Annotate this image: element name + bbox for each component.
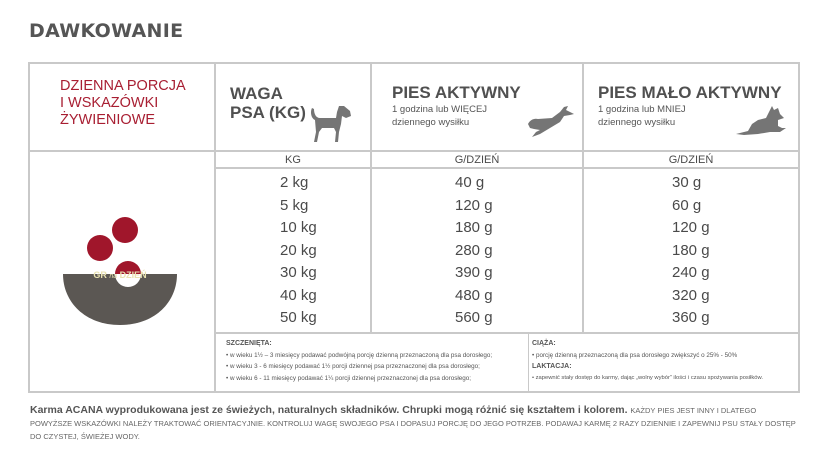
weight-cell: 10 kg (280, 219, 317, 236)
inactive-sub: dziennego wysiłku (598, 117, 676, 128)
weight-header-line: PSA (KG) (230, 103, 306, 122)
inactive-column (672, 172, 710, 330)
puppies-notes (226, 338, 526, 384)
unit-weight: KG (285, 154, 301, 166)
weight-cell: 5 kg (280, 196, 309, 214)
inactive-cell: 120 g (672, 219, 710, 236)
active-cell: 560 g (455, 309, 493, 326)
active-cell: 480 g (455, 286, 493, 304)
active-cell: 40 g (455, 174, 485, 191)
lactation-note: • zapewnić stały dostęp do karmy, dając „wolny wybór” ilości i czasu spożywania posiłków. (532, 374, 763, 381)
puppies-heading: SZCZENIĘTA: (226, 340, 272, 347)
bowl-label (60, 270, 180, 280)
weight-header (230, 84, 306, 122)
running-dog-icon (526, 104, 578, 140)
divider (528, 334, 529, 393)
active-cell: 120 g (455, 196, 493, 214)
intro-line: DZIENNA PORCJA (60, 78, 186, 94)
weight-header-line: WAGA (230, 84, 283, 103)
active-cell: 180 g (455, 219, 493, 236)
active-cell: 280 g (455, 241, 493, 259)
dosage-table (28, 62, 800, 393)
unit-inactive: G/DZIEŃ (668, 154, 714, 166)
footer-lead: Karma ACANA wyprodukowana jest ze świeżych, naturalnych składników. Chrupki mogą różnić się kształtem i kolorem. (30, 404, 628, 416)
active-column (455, 172, 493, 330)
bowl-label-dzien: DZIEŃ (119, 270, 147, 280)
divider (582, 64, 584, 332)
bowl-label-gr: GR (93, 270, 107, 280)
intro-line: ŻYWIENIOWE (60, 112, 156, 128)
weight-cell: 20 kg (280, 241, 317, 259)
inactive-title: PIES MAŁO AKTYWNY (598, 83, 782, 102)
unit-active: G/DZIEŃ (454, 154, 500, 166)
lying-dog-icon (734, 104, 788, 138)
weight-cell: 40 kg (280, 286, 317, 304)
weight-cell: 30 kg (280, 264, 317, 281)
inactive-cell: 30 g (672, 174, 702, 191)
divider (214, 332, 798, 334)
page-title: DAWKOWANIE (29, 20, 184, 42)
intro-heading (60, 78, 186, 129)
weight-cell: 50 kg (280, 309, 317, 326)
weight-cell: 2 kg (280, 174, 309, 191)
active-sub: 1 godzina lub WIĘCEJ (392, 104, 488, 115)
inactive-cell: 240 g (672, 264, 710, 281)
lactation-heading: LAKTACJA: (532, 363, 572, 370)
inactive-cell: 60 g (672, 196, 702, 214)
footer-disclaimer (30, 404, 800, 443)
puppies-note: • w wieku 6 - 11 miesięcy podawać 1¼ porcji dziennej przeznaczonej dla psa dorosłego; (226, 374, 472, 382)
standing-dog-icon (306, 102, 354, 144)
weight-column (280, 172, 317, 330)
divider (214, 64, 216, 332)
inactive-cell: 320 g (672, 286, 710, 304)
pregnancy-heading: CIĄŻA: (532, 340, 556, 347)
inactive-cell: 360 g (672, 309, 710, 326)
active-sub: dziennego wysiłku (392, 117, 470, 128)
pregnancy-lactation-notes (532, 338, 800, 384)
intro-line: I WSKAZÓWKI (60, 95, 159, 111)
food-bowl-icon (60, 212, 180, 326)
bowl-label-na: na (109, 273, 118, 280)
puppies-note: • w wieku 3 - 6 miesięcy podawać 1½ porcji dziennej psa przeznaczonej dla psa dorosłego; (226, 363, 480, 370)
divider (370, 64, 372, 332)
active-title: PIES AKTYWNY (392, 83, 521, 102)
pregnancy-note: • porcję dzienną przeznaczoną dla psa dorosłego zwiększyć o 25% - 50% (532, 351, 738, 359)
inactive-cell: 180 g (672, 241, 710, 259)
active-cell: 390 g (455, 264, 493, 281)
inactive-sub: 1 godzina lub MNIEJ (598, 104, 686, 115)
divider (214, 332, 216, 393)
active-dog-header (392, 83, 521, 129)
footer-rest: KAŻDY PIES JEST INNY I DLATEGO POWYŻSZE WSKAZÓWKI NALEŻY TRAKTOWAĆ ORIENTACYJNIE. KONTROLUJ WAGĘ SWOJEGO PSA I DOPASUJ PORCJĘ DO JEGO POTRZEB. PODAWAJ KARMĘ 2 RAZY DZIENNIE I ZAPEWNIJ PSU STAŁY DOSTĘP DO CZYSTEJ, ŚWIEŻEJ WODY. (30, 406, 796, 441)
puppies-note: • w wieku 1½ – 3 miesięcy podawać podwójną porcję dzienną przeznaczoną dla psa dorosłego; (226, 351, 493, 359)
